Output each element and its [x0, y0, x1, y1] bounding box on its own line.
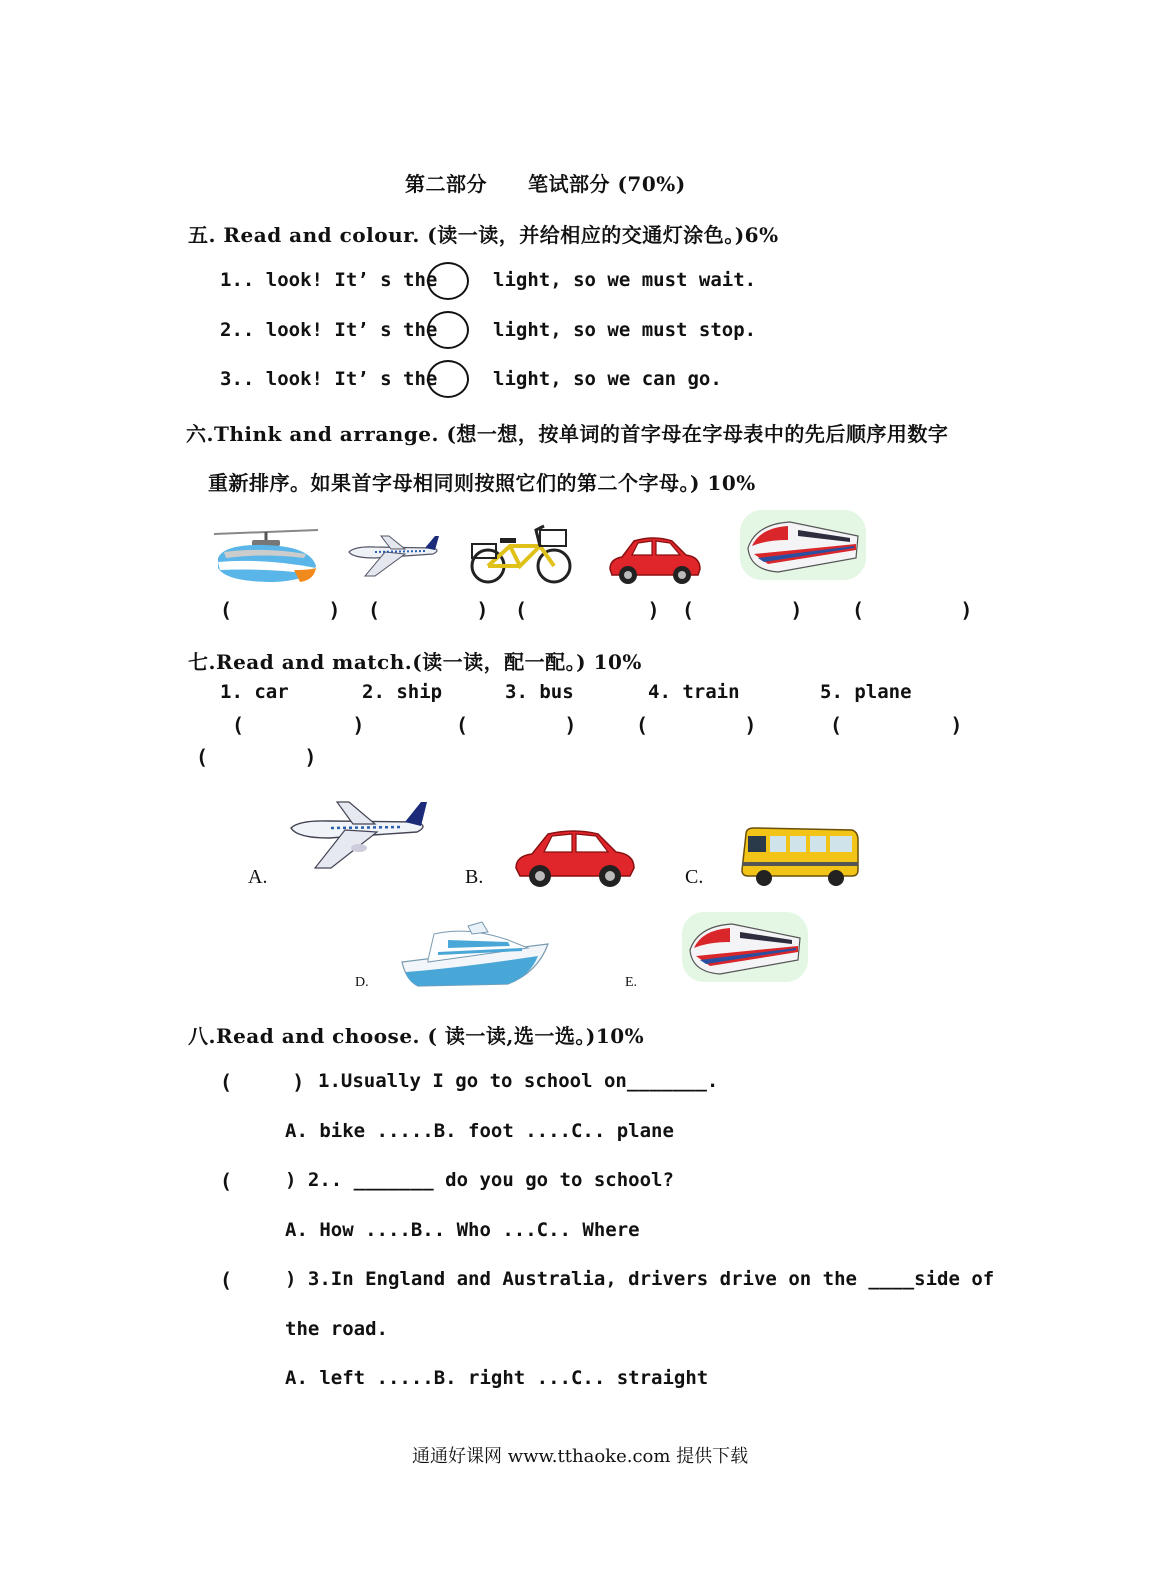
- s8-q3-answer-left[interactable]: (: [220, 1268, 281, 1292]
- s8-q1-answer-left[interactable]: ( ): [220, 1070, 305, 1094]
- s7-answer-1[interactable]: ( ): [232, 713, 365, 737]
- s7-answer-5[interactable]: ( ): [196, 745, 317, 769]
- s5-item-1-post: light, so we must wait.: [493, 269, 757, 291]
- footer: 通通好课网 www.tthaoke.com 提供下载: [412, 1446, 749, 1467]
- section-5-heading: 五. Read and colour. (读一读，并给相应的交通灯涂色。)6%: [188, 223, 779, 247]
- option-e-label: E.: [625, 975, 638, 990]
- s7-answer-3[interactable]: ( ): [636, 713, 757, 737]
- car-icon: [606, 533, 702, 587]
- s7-word-3: 3. bus: [505, 681, 574, 703]
- s7-word-1: 1. car: [220, 681, 289, 703]
- s8-q3-line2: the road.: [285, 1318, 388, 1340]
- s5-item-3-pre: 3.. look! It’ s the: [220, 368, 438, 390]
- section-6-heading-line1: 六.Think and arrange. (想一想，按单词的首字母在字母表中的先后顺序用数字: [186, 422, 949, 446]
- s6-answer-5[interactable]: ( ): [852, 598, 973, 622]
- s8-q1-options: A. bike .....B. foot ....C.. plane: [285, 1120, 674, 1142]
- train-icon: [738, 508, 868, 582]
- s8-q2-answer-left[interactable]: (: [220, 1169, 281, 1193]
- s7-word-2: 2. ship: [362, 681, 443, 703]
- page-title: 第二部分 笔试部分 (70%): [405, 172, 686, 196]
- plane-image-a: [285, 798, 430, 870]
- train-image-e: [680, 910, 810, 984]
- option-c-label: C.: [685, 866, 704, 888]
- s6-answer-3[interactable]: ( ): [515, 598, 660, 622]
- s7-word-5: 5. plane: [820, 681, 912, 703]
- s7-word-4: 4. train: [648, 681, 740, 703]
- section-6-heading-line2: 重新排序。如果首字母相同则按照它们的第二个字母。) 10%: [208, 471, 756, 495]
- section-7-heading: 七.Read and match.(读一读，配一配。) 10%: [188, 650, 642, 674]
- s5-item-2-pre: 2.. look! It’ s the: [220, 319, 438, 341]
- s6-answer-2[interactable]: ( ): [368, 598, 489, 622]
- s8-q2: ) 2.. _______ do you go to school?: [285, 1169, 674, 1191]
- section-8-heading: 八.Read and choose. ( 读一读,选一选。)10%: [188, 1024, 645, 1048]
- s7-answer-4[interactable]: ( ): [830, 713, 963, 737]
- ship-image-d: [398, 920, 552, 990]
- car-image-b: [512, 826, 636, 888]
- traffic-light-circle-1[interactable]: [427, 262, 469, 300]
- s8-q3-options: A. left .....B. right ...C.. straight: [285, 1367, 709, 1389]
- s7-answer-2[interactable]: ( ): [456, 713, 577, 737]
- s6-answer-1[interactable]: ( ): [220, 598, 341, 622]
- s8-q1: 1.Usually I go to school on_______.: [318, 1070, 719, 1092]
- bike-icon: [470, 518, 572, 586]
- option-d-label: D.: [355, 975, 369, 990]
- option-b-label: B.: [465, 866, 484, 888]
- traffic-light-circle-2[interactable]: [427, 311, 469, 349]
- option-a-label: A.: [248, 866, 268, 888]
- s8-q2-options: A. How ....B.. Who ...C.. Where: [285, 1219, 640, 1241]
- plane-icon: [345, 532, 441, 578]
- s6-answer-4[interactable]: ( ): [682, 598, 803, 622]
- s5-item-2-post: light, so we must stop.: [493, 319, 757, 341]
- s5-item-3-post: light, so we can go.: [493, 368, 722, 390]
- s5-item-1-pre: 1.. look! It’ s the: [220, 269, 438, 291]
- bus-image-c: [740, 826, 860, 888]
- traffic-light-circle-3[interactable]: [427, 360, 469, 398]
- s8-q3: ) 3.In England and Australia, drivers drive on the ____side of: [285, 1268, 995, 1290]
- cable-car-icon: [214, 528, 318, 588]
